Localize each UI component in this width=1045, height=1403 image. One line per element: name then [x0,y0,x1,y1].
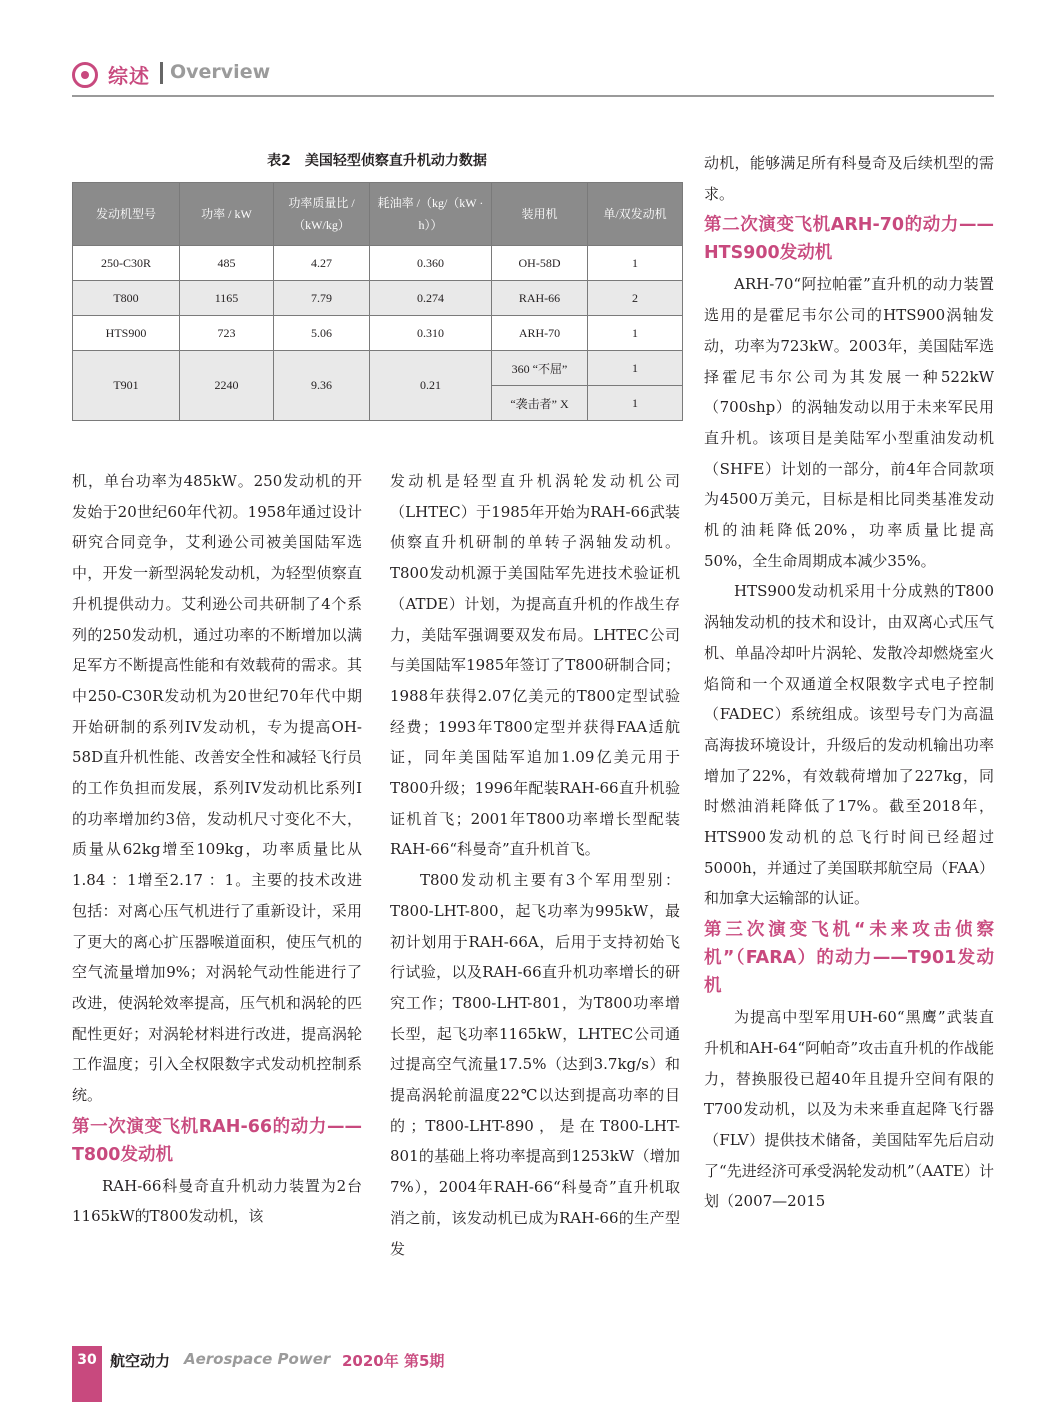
table-cell: 250-C30R [73,246,180,281]
section-heading: 第一次演变飞机RAH-66的动力——T800发动机 [72,1116,362,1165]
table-cell: 0.21 [370,351,492,421]
page-header [72,58,994,98]
paragraph: 动机，能够满足所有科曼奇及后续机型的需求。 [704,154,994,203]
table-cell: T800 [73,281,180,316]
table-cell: 2 [588,281,683,316]
table-cell: 1 [588,246,683,281]
table-cell: 4.27 [274,246,370,281]
table-caption: 表2 美国轻型侦察直升机动力数据 [267,153,487,169]
table-row [73,246,683,281]
page-number: 30 [72,1346,102,1402]
table-cell: 7.79 [274,281,370,316]
table-header-cell: 功率质量比 /（kW/kg） [274,183,370,246]
table-cell: 1 [588,351,683,386]
table-cell: 485 [180,246,274,281]
table-cell: T901 [73,351,180,421]
table-header-row [73,183,683,246]
section-title-cn: 综述 [108,64,150,88]
table-header-cell: 单/双发动机 [588,183,683,246]
text-column-3 [704,148,994,1217]
table-cell: 0.360 [370,246,492,281]
paragraph: 机，单台功率为485kW。250发动机的开发始于20世纪60年代初。1958年通过设计研究合同竞争，艾利逊公司被美国陆军选中，开发一新型涡轮发动机，为轻型侦察直升机提供动力。艾利逊公司共研制了4个系列的250发动机，通过功率的不断增加以满足军方不断提高性能和有效载荷的需求。其中250-C30R发动机为20世纪70年代中期开始研制的系列IV发动机，专为提高OH-58D直升机性能、改善安全性和减轻飞行员的工作负担而发展，系列IV发动机比系列I的功率增加约3倍，发动机尺寸变化不大，质量从62kg增至109kg，功率质量比从1.84 ：1增至2.17 ：1。主要的技术改进包括：对离心压气机进行了重新设计，采用了更大的离心扩压器喉道面积，使压气机的空气流量增加9%；对涡轮气动性能进行了改进，使涡轮效率提高，压气机和涡轮的匹配性更好；对涡轮材料进行改进，提高涡轮工作温度；引入全权限数字式发动机控制系统。 [72,472,362,1105]
table-cell: HTS900 [73,316,180,351]
header-rule [72,95,994,97]
table-cell: ARH-70 [492,316,588,351]
table-cell: 5.06 [274,316,370,351]
table-header-cell: 装用机 [492,183,588,246]
section-heading: 第二次演变飞机ARH-70的动力——HTS900发动机 [704,215,994,264]
table-cell: “袭击者” X [492,386,588,421]
header-divider [160,62,163,84]
section-title-en: Overview [170,61,271,83]
table-cell: 1 [588,386,683,421]
paragraph: 发动机是轻型直升机涡轮发动机公司（LHTEC）于1985年开始为RAH-66武装侦察直升机研制的单转子涡轴发动机。T800发动机源于美国陆军先进技术验证机（ATDE）计划，为提高直升机的作战生存力，美陆军强调要双发布局。LHTEC公司与美国陆军1985年签订了T800研制合同；1988年获得2.07亿美元的T800定型试验经费；1993年T800定型并获得FAA适航证，同年美国陆军追加1.09亿美元用于T800升级；1996年配装RAH-66直升机验证机首飞；2001年T800功率增长型配装RAH-66“科曼奇”直升机首飞。 [390,472,680,859]
table-cell: OH-58D [492,246,588,281]
table-cell: 1 [588,316,683,351]
engine-data-table [72,182,683,421]
table-cell: 0.310 [370,316,492,351]
journal-name-cn: 航空动力 [110,1352,171,1370]
paragraph: ARH-70“阿拉帕霍”直升机的动力装置选用的是霍尼韦尔公司的HTS900涡轴发动，功率为723kW。2003年，美国陆军选择霍尼韦尔公司为其发展一种522kW（700shp）的涡轴发动以用于未来军民用直升机。该项目是美陆军小型重油发动机（SHFE）计划的一部分，前4年合同款项为4500万美元，目标是相比同类基准发动机的油耗降低20%，功率质量比提高50%，全生命周期成本减少35%。 [704,275,994,570]
table-cell: 2240 [180,351,274,421]
table-header-cell: 发动机型号 [73,183,180,246]
section-heading: 第三次演变飞机“未来攻击侦察机”（FARA）的动力——T901发动机 [704,920,994,997]
journal-name-en: Aerospace Power [184,1350,331,1368]
paragraph: RAH-66科曼奇直升机动力装置为2台1165kW的T800发动机，该 [72,1176,362,1226]
paragraph: T800发动机主要有3个军用型别：T800-LHT-800，起飞功率为995kW，最初计划用于RAH-66A，后用于支持初始飞行试验，以及RAH-66直升机功率增长的研究工作；T800-LHT-801，为T800功率增长型，起飞功率1165kW，LHTEC公司通过提高空气流量17.5%（达到3.7kg/s）和提高涡轮前温度22℃以达到提高功率的目的；T800-LHT-890，是在T800-LHT-801的基础上将功率提高到1253kW（增加7%），2004年RAH-66“科曼奇”直升机取消之前，该发动机已成为RAH-66的生产型发 [390,871,680,1258]
table-cell: RAH-66 [492,281,588,316]
paragraph: HTS900发动机采用十分成熟的T800涡轴发动机的技术和设计，由双离心式压气机、单晶冷却叶片涡轮、发散冷却燃烧室火焰筒和一个双通道全权限数字式电子控制（FADEC）系统组成。该型号专门为高温高海拔环境设计，升级后的发动机输出功率增加了22%，有效载荷增加了227kg，同时燃油消耗降低了17%。截至2018年，HTS900发动机的总飞行时间已经超过5000h，并通过了美国联邦航空局（FAA）和加拿大运输部的认证。 [704,582,994,908]
text-column-2 [390,466,680,1264]
table-header-cell: 耗油率 /（kg/（kW · h）） [370,183,492,246]
table-row [73,316,683,351]
text-column-1 [72,466,362,1232]
table-cell: 723 [180,316,274,351]
table-header-cell: 功率 / kW [180,183,274,246]
table-cell: 9.36 [274,351,370,421]
paragraph: 为提高中型军用UH-60“黑鹰”武装直升机和AH-64“阿帕奇”攻击直升机的作战能力，替换服役已超40年且提升空间有限的T700发动机，以及为未来垂直起降飞行器（FLV）提供技术储备，美国陆军先后启动了“先进经济可承受涡轮发动机”（AATE）计划（2007—2015 [704,1008,994,1211]
table-row [73,281,683,316]
table-row [73,351,683,386]
table-cell: 1165 [180,281,274,316]
issue-label: 2020年 第5期 [342,1352,445,1370]
journal-logo-icon [72,62,98,88]
table-cell: 360 “不屈” [492,351,588,386]
page-footer [72,1346,472,1402]
table-cell: 0.274 [370,281,492,316]
